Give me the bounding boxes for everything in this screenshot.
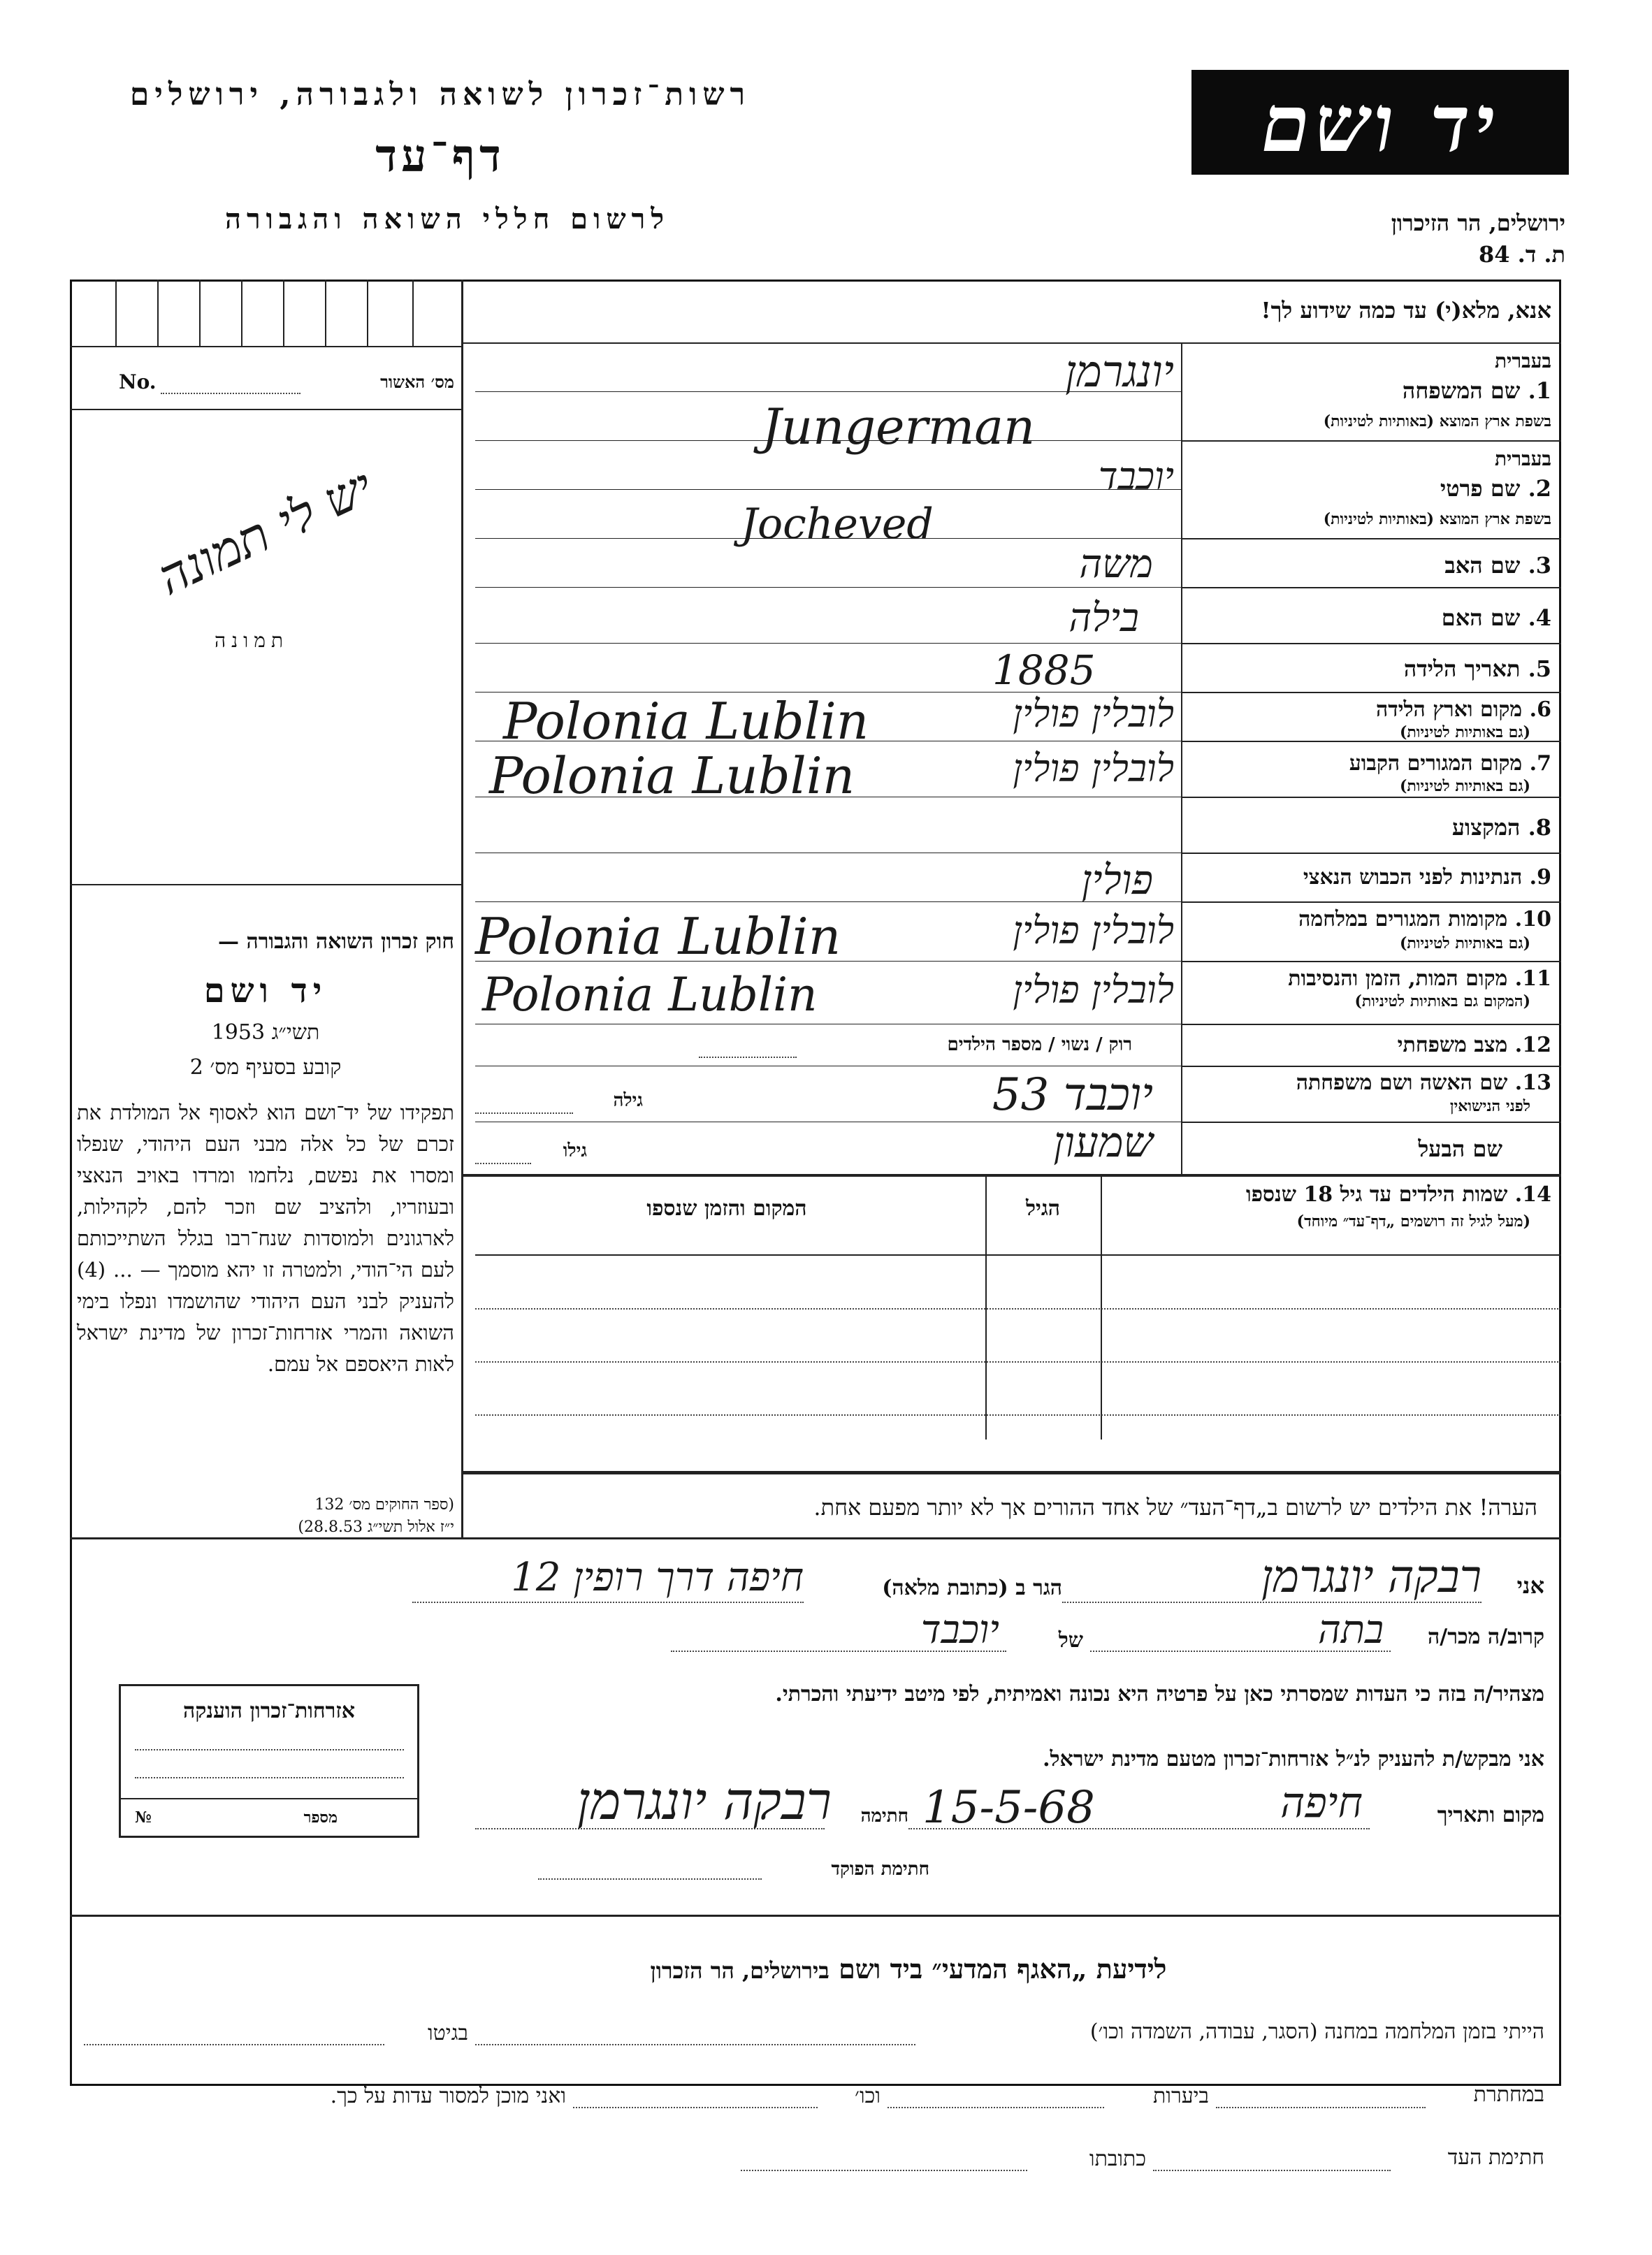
footer-line3-a: חתימת העד <box>1447 2145 1544 2170</box>
decl-relative-value: בתה <box>1318 1607 1384 1653</box>
children-col-place: המקום והזמן שנספו <box>646 1196 807 1221</box>
field-6-num: 6. <box>1529 697 1551 722</box>
field-11-label <box>1188 966 1551 991</box>
field-13-husband-age-label: גילו <box>563 1140 587 1161</box>
field-12-num: 12. <box>1514 1033 1551 1057</box>
field-9-label-text: הנתינות לפני הכבוש הנאצי <box>1303 865 1523 890</box>
field-2-lang-latin: בשפת ארץ המוצא (באותיות לטיניות) <box>1323 510 1551 528</box>
po-box: ת. ד. 84 <box>1479 241 1565 268</box>
field-13-label <box>1188 1071 1551 1095</box>
field-13-husband-label: שם הבעל <box>1418 1136 1502 1162</box>
field-3-label <box>1188 552 1551 579</box>
field-7-num: 7. <box>1529 751 1551 776</box>
form-title: דף־עד <box>375 130 505 182</box>
footer-line3-b: כתובתו <box>1089 2147 1146 2171</box>
field-10-value-latin: Polonia Lublin <box>475 907 841 966</box>
field-6-label <box>1188 697 1551 722</box>
field-9-label <box>1188 865 1551 890</box>
field-7-value-latin: Polonia Lublin <box>489 746 855 805</box>
field-10-note: (גם באותיות לטיניות) <box>1399 934 1530 952</box>
field-2-value-latin: Jocheved <box>741 500 934 549</box>
decl-signature-label: חתימה <box>860 1806 908 1827</box>
field-9-value: פולין <box>1081 856 1153 904</box>
field-3-num: 3. <box>1528 552 1551 579</box>
citizenship-box <box>119 1684 419 1838</box>
field-5-label <box>1188 655 1551 682</box>
decl-relative-label: קרוב/ה מכר/ה <box>1428 1625 1544 1649</box>
law-ref-2: י״ז אלול תשי״ג 28.8.53) <box>298 1518 454 1536</box>
field-10-label <box>1188 907 1551 931</box>
field-5-label-text: תאריך הלידה <box>1403 655 1521 682</box>
field-12-options: רוק / נשוי / מספר הילדים <box>947 1034 1132 1055</box>
logo-text: יד ושם <box>1261 78 1500 170</box>
decl-address-value: חיפה דרך רופין 12 <box>511 1555 804 1600</box>
citizenship-title: אזרחות־זכרון הוענקה <box>182 1699 356 1723</box>
field-11-value-latin: Polonia Lublin <box>482 968 818 1022</box>
field-13-value: יוכבד 53 <box>992 1069 1153 1121</box>
approval-no-label: No. <box>119 370 157 393</box>
footer-line2-b: ביערות <box>1152 2084 1209 2108</box>
decl-statement: מצהיר/ה בזה כי העדות שמסרתי כאן על פרטיה היא נכונה ואמיתית, לפי מיטב ידיעתי והכרתי. <box>775 1682 1544 1706</box>
yad-vashem-logo <box>1191 70 1569 175</box>
field-13-label-text: שם האשה ושם משפחתה <box>1296 1071 1508 1095</box>
decl-date-value: 15-5-68 <box>922 1782 1095 1834</box>
field-4-label <box>1188 604 1551 631</box>
decl-place-date-label: מקום ותאריך <box>1437 1803 1544 1827</box>
children-num: 14. <box>1514 1182 1551 1207</box>
field-6-value: לובלין פולין <box>1013 692 1174 736</box>
field-13-husband-value: שמעון <box>1053 1118 1153 1167</box>
field-2-num: 2. <box>1528 475 1551 502</box>
children-col-age: הגיל <box>1025 1196 1061 1221</box>
photo-handwriting: יש לי תמונה <box>149 457 382 607</box>
field-3-value: משה <box>1079 542 1153 587</box>
field-1-label-text: שם המשפחה <box>1402 377 1521 404</box>
intro-text: אנא, מלא(י) עד כמה שידוע לך! <box>1261 297 1551 324</box>
law-name: יד ושם <box>203 971 328 1010</box>
footer-line2-a: במחתרת <box>1473 2082 1544 2107</box>
field-6-value-latin: Polonia Lublin <box>503 692 869 751</box>
decl-of-label: של <box>1058 1628 1083 1653</box>
field-12-label-text: מצב משפחתי <box>1397 1033 1508 1057</box>
field-11-value: לובלין פולין <box>1013 968 1174 1012</box>
children-note: (מעל לגיל זה רושמים „דף־עד״ מיוחד) <box>1296 1212 1530 1231</box>
field-1-value-he: יונגרמן <box>1065 346 1174 397</box>
field-3-label-text: שם האב <box>1444 552 1521 579</box>
field-10-value: לובלין פולין <box>1013 908 1174 952</box>
law-section: קובע בסעיף מס׳ 2 <box>189 1055 342 1080</box>
decl-resides-label: הגר ב (כתובת מלאה) <box>882 1576 1062 1600</box>
footer-line2-c: וכו׳ <box>855 2084 881 2108</box>
field-11-label-text: מקום המות, הזמן והנסיבות <box>1288 966 1508 991</box>
field-8-num: 8. <box>1528 814 1551 841</box>
form-subtitle: לרשום חללי השואה והגבורה <box>224 203 670 235</box>
field-7-value: לובלין פולין <box>1013 746 1174 790</box>
field-1-num: 1. <box>1528 377 1551 404</box>
address: ירושלים, הר הזיכרון <box>1391 210 1565 236</box>
field-6-label-text: מקום וארץ הלידה <box>1375 697 1523 722</box>
field-7-label <box>1188 751 1551 776</box>
note-text: הערה! את הילדים יש לרשום ב„דף־העד״ של אחד ההורים אך לא יותר מפעם אחת. <box>813 1494 1537 1521</box>
footer-line1-b: בגיטו <box>427 2021 468 2045</box>
field-9-num: 9. <box>1529 865 1551 890</box>
citizenship-number-label: מספר <box>303 1808 338 1827</box>
approval-label: מס׳ האשור <box>380 372 454 392</box>
field-8-label-text: המקצוע <box>1451 814 1521 841</box>
field-10-num: 10. <box>1514 907 1551 931</box>
law-title: חוק זכרון השואה והגבורה — <box>218 929 454 954</box>
decl-official-signature-label: חתימת הפוקד <box>831 1859 929 1880</box>
field-2-label-text: שם פרטי <box>1440 475 1521 502</box>
field-1-lang-latin: בשפת ארץ המוצא (באותיות לטיניות) <box>1323 412 1551 430</box>
decl-i-value: רבקה יונגרמן <box>1261 1551 1481 1603</box>
authority-title: רשות־זכרון לשואה ולגבורה, ירושלים <box>129 77 751 113</box>
children-label-text: שמות הילדים עד גיל 18 שנספו <box>1245 1182 1508 1207</box>
children-label <box>1111 1182 1551 1207</box>
field-4-value: בילה <box>1068 595 1139 641</box>
field-7-label-text: מקום המגורים הקבוע <box>1349 751 1523 776</box>
footer-title-location: בירושלים, הר הזכרון <box>650 1957 829 1984</box>
field-5-value: 1885 <box>992 646 1096 694</box>
field-1-label <box>1188 377 1551 404</box>
field-4-label-text: שם האם <box>1441 604 1521 631</box>
field-2-value-he: יוכבד <box>1098 454 1174 498</box>
field-1-value-latin: Jungerman <box>762 398 1036 456</box>
field-13-note: לפני הנישואין <box>1449 1097 1530 1115</box>
field-13-age-label: גילה <box>613 1090 643 1111</box>
field-13-num: 13. <box>1514 1071 1551 1095</box>
citizenship-num-symbol: № <box>135 1808 152 1827</box>
field-11-note: (המקום גם באותיות לטיניות) <box>1354 992 1530 1010</box>
law-year: תשי״ג 1953 <box>211 1020 320 1045</box>
law-text: תפקידו של יד־ושם הוא לאסוף אל המולדת את זכרם של כל אלה מבני העם היהודי, שנפלו ומסרו את נפשם, נלחמו ומרדו באויב הנאצי ובעוזריו, ולהציב שם וזכר להם, לקהילות, לארגונים ולמוסדות שנח־רבו בגלל השתייכותם לעם הי־הודי, ולמטרה זו יהא מוסמך — ... (4) להעניק לבני העם היהודי שהושמדו ונפלו בימי השואה והמרי אזרחות־זכרון של מדינת ישראל לאות היאספם אל עמם. <box>77 1101 454 1376</box>
decl-i-label: אני <box>1516 1572 1544 1599</box>
field-8-label <box>1188 814 1551 841</box>
decl-signature-value: רבקה יונגרמן <box>577 1771 832 1832</box>
field-7-note: (גם באותיות לטיניות) <box>1399 777 1530 795</box>
field-5-num: 5. <box>1528 655 1551 682</box>
footer-title-main: לידיעת „האגף המדעי״ ביד ושם <box>839 1953 1167 1985</box>
law-ref-1: (ספר החוקים מס׳ 132 <box>314 1496 454 1514</box>
decl-place-value: חיפה <box>1280 1778 1363 1827</box>
field-1-lang-he: בעברית <box>1494 349 1551 372</box>
footer-line2-d: ואני מוכן למסור עדות על כך. <box>330 2084 566 2108</box>
footer-line1-a: הייתי בזמן המלחמה במחנה (הסגר, עבודה, השמדה וכו׳) <box>1089 2020 1544 2044</box>
field-11-num: 11. <box>1514 966 1551 991</box>
decl-request: אני מבקש/ת להעניק לנ״ל אזרחות־זכרון מטעם מדינת ישראל. <box>1043 1747 1544 1771</box>
field-10-label-text: מקומות המגורים במלחמה <box>1298 907 1508 931</box>
footer-title <box>489 1953 1328 1985</box>
photo-label: תמונה <box>214 629 289 652</box>
field-12-label <box>1188 1033 1551 1057</box>
field-2-label <box>1188 475 1551 502</box>
field-2-lang-he: בעברית <box>1494 447 1551 470</box>
field-6-note: (גם באותיות לטיניות) <box>1399 723 1530 741</box>
decl-of-value: יוכבד <box>920 1607 999 1653</box>
field-4-num: 4. <box>1528 604 1551 631</box>
